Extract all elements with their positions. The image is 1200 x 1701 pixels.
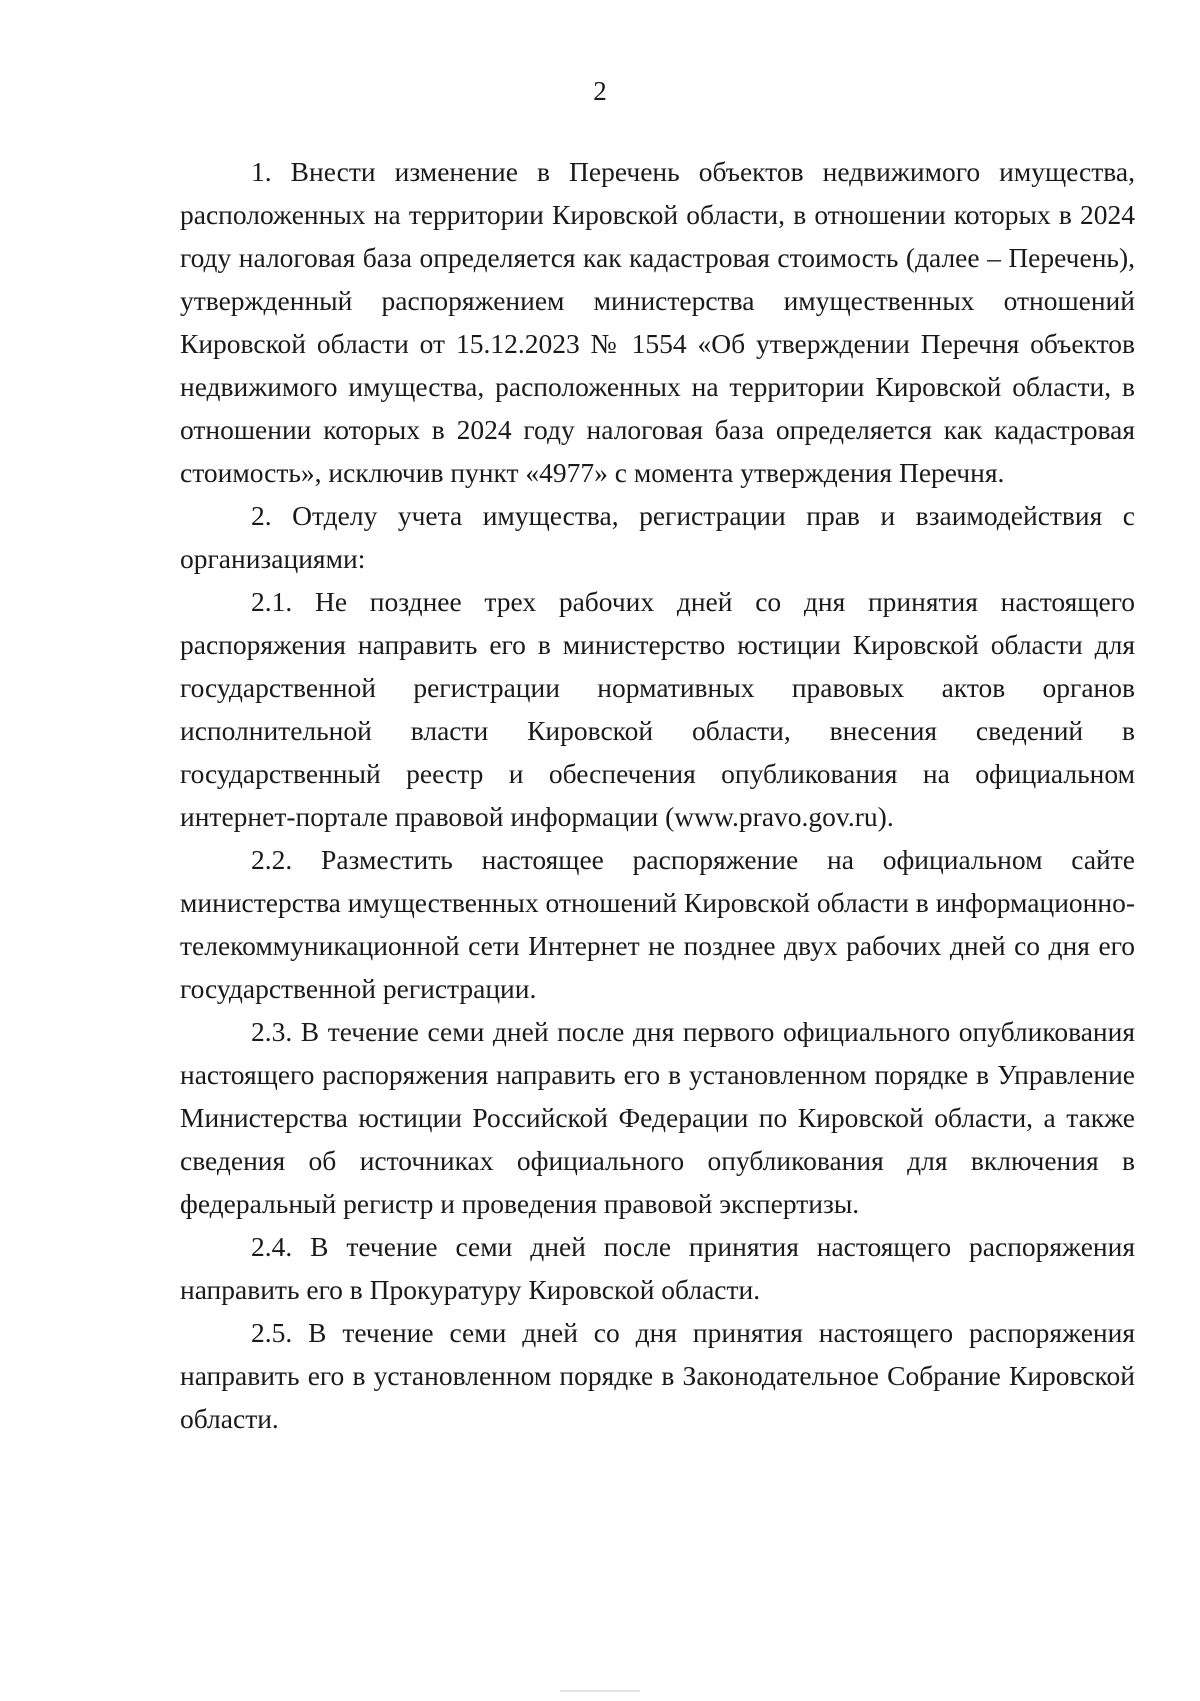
page-number: 2 [593,76,607,106]
paragraph-2: 2. Отделу учета имущества, регистрации прав и взаимодействия с организациями: [180,500,1135,574]
paragraph-2-2: 2.2. Разместить настоящее распоряжение на официальном сайте министерства имущественных отношений Кировской области в информационно-телекоммуникационной сети Интернет не позднее двух рабочих дней со дня его государственной регистрации. [180,844,1135,1004]
paragraph-1: 1. Внести изменение в Перечень объектов недвижимого имущества, расположенных на территории Кировской области, в отношении которых в 2024 году налоговая база определяется как кадастровая стоимость (далее – Перечень), утвержденный распоряжением министерства имущественных отношений Кировской области от 15.12.2023 № 1554 «Об утверждении Перечня объектов недвижимого имущества, расположенных на территории Кировской области, в отношении которых в 2024 году налоговая база определяется как кадастровая стоимость», исключив пункт «4977» с момента утверждения Перечня. [180,156,1135,488]
paragraph-2-4: 2.4. В течение семи дней после принятия настоящего распоряжения направить его в Прокуратуру Кировской области. [180,1231,1135,1305]
document-body [180,150,1135,1440]
paragraph-2-1: 2.1. Не позднее трех рабочих дней со дня принятия настоящего распоряжения направить его в министерство юстиции Кировской области для государственной регистрации нормативных правовых актов органов исполнительной власти Кировской области, внесения сведений в государственный реестр и обеспечения опубликования на официальном интернет-портале правовой информации (www.pravo.gov.ru). [180,586,1135,832]
scan-artifact [560,1690,640,1692]
paragraph-2-5: 2.5. В течение семи дней со дня принятия настоящего распоряжения направить его в установленном порядке в Законодательное Собрание Кировской области. [180,1317,1135,1434]
paragraph-2-3: 2.3. В течение семи дней после дня первого официального опубликования настоящего распоряжения направить его в установленном порядке в Управление Министерства юстиции Российской Федерации по Кировской области, а также сведения об источниках официального опубликования для включения в федеральный регистр и проведения правовой экспертизы. [180,1016,1135,1219]
